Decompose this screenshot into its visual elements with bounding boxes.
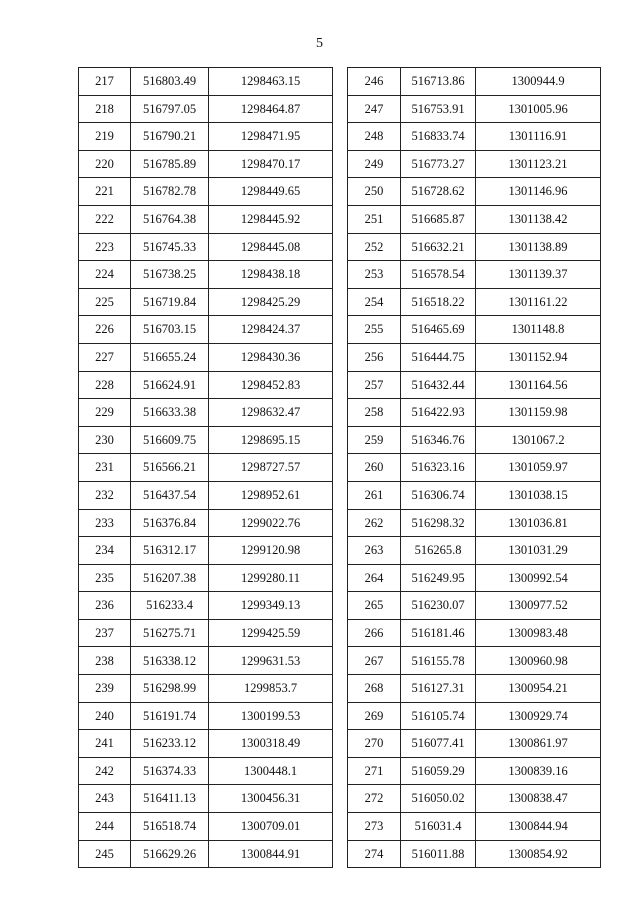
table-row [348, 316, 601, 344]
point-number-cell: 256 [348, 343, 401, 371]
table-row [79, 481, 333, 509]
y-coordinate-cell: 1301159.98 [476, 399, 601, 427]
table-row [348, 702, 601, 730]
x-coordinate-cell: 516127.31 [401, 675, 476, 703]
x-coordinate-cell: 516753.91 [401, 95, 476, 123]
y-coordinate-cell: 1301005.96 [476, 95, 601, 123]
y-coordinate-cell: 1301038.15 [476, 481, 601, 509]
y-coordinate-cell: 1299631.53 [209, 647, 333, 675]
table-row [348, 619, 601, 647]
coordinate-table-left [78, 67, 333, 868]
y-coordinate-cell: 1301139.37 [476, 261, 601, 289]
x-coordinate-cell: 516633.38 [131, 399, 209, 427]
table-row [348, 537, 601, 565]
x-coordinate-cell: 516306.74 [401, 481, 476, 509]
table-row [79, 840, 333, 868]
point-number-cell: 257 [348, 371, 401, 399]
x-coordinate-cell: 516077.41 [401, 730, 476, 758]
y-coordinate-cell: 1301146.96 [476, 178, 601, 206]
y-coordinate-cell: 1298449.65 [209, 178, 333, 206]
x-coordinate-cell: 516764.38 [131, 205, 209, 233]
y-coordinate-cell: 1300456.31 [209, 785, 333, 813]
x-coordinate-cell: 516105.74 [401, 702, 476, 730]
point-number-cell: 273 [348, 813, 401, 841]
y-coordinate-cell: 1300838.47 [476, 785, 601, 813]
table-row [79, 178, 333, 206]
point-number-cell: 249 [348, 150, 401, 178]
y-coordinate-cell: 1298424.37 [209, 316, 333, 344]
point-number-cell: 254 [348, 288, 401, 316]
point-number-cell: 269 [348, 702, 401, 730]
point-number-cell: 235 [79, 564, 131, 592]
page-number: 5 [316, 36, 323, 51]
x-coordinate-cell: 516230.07 [401, 592, 476, 620]
y-coordinate-cell: 1298445.92 [209, 205, 333, 233]
point-number-cell: 237 [79, 619, 131, 647]
point-number-cell: 253 [348, 261, 401, 289]
table-row [348, 840, 601, 868]
y-coordinate-cell: 1300960.98 [476, 647, 601, 675]
y-coordinate-cell: 1298463.15 [209, 68, 333, 96]
x-coordinate-cell: 516011.88 [401, 840, 476, 868]
y-coordinate-cell: 1300954.21 [476, 675, 601, 703]
table-row [79, 316, 333, 344]
y-coordinate-cell: 1299425.59 [209, 619, 333, 647]
table-row [348, 95, 601, 123]
x-coordinate-cell: 516566.21 [131, 454, 209, 482]
table-row [79, 675, 333, 703]
table-row [79, 343, 333, 371]
x-coordinate-cell: 516346.76 [401, 426, 476, 454]
point-number-cell: 244 [79, 813, 131, 841]
y-coordinate-cell: 1298632.47 [209, 399, 333, 427]
x-coordinate-cell: 516338.12 [131, 647, 209, 675]
y-coordinate-cell: 1299280.11 [209, 564, 333, 592]
y-coordinate-cell: 1300992.54 [476, 564, 601, 592]
point-number-cell: 250 [348, 178, 401, 206]
y-coordinate-cell: 1298470.17 [209, 150, 333, 178]
table-row [79, 564, 333, 592]
y-coordinate-cell: 1300854.92 [476, 840, 601, 868]
x-coordinate-cell: 516738.25 [131, 261, 209, 289]
x-coordinate-cell: 516050.02 [401, 785, 476, 813]
point-number-cell: 220 [79, 150, 131, 178]
x-coordinate-cell: 516376.84 [131, 509, 209, 537]
x-coordinate-cell: 516785.89 [131, 150, 209, 178]
y-coordinate-cell: 1300448.1 [209, 757, 333, 785]
point-number-cell: 258 [348, 399, 401, 427]
y-coordinate-cell: 1301116.91 [476, 123, 601, 151]
y-coordinate-cell: 1298425.29 [209, 288, 333, 316]
y-coordinate-cell: 1298464.87 [209, 95, 333, 123]
point-number-cell: 226 [79, 316, 131, 344]
point-number-cell: 267 [348, 647, 401, 675]
x-coordinate-cell: 516249.95 [401, 564, 476, 592]
x-coordinate-cell: 516374.33 [131, 757, 209, 785]
point-number-cell: 266 [348, 619, 401, 647]
table-row [79, 813, 333, 841]
x-coordinate-cell: 516422.93 [401, 399, 476, 427]
table-row [79, 399, 333, 427]
point-number-cell: 232 [79, 481, 131, 509]
point-number-cell: 225 [79, 288, 131, 316]
x-coordinate-cell: 516411.13 [131, 785, 209, 813]
y-coordinate-cell: 1300839.16 [476, 757, 601, 785]
x-coordinate-cell: 516624.91 [131, 371, 209, 399]
x-coordinate-cell: 516609.75 [131, 426, 209, 454]
point-number-cell: 228 [79, 371, 131, 399]
point-number-cell: 247 [348, 95, 401, 123]
x-coordinate-cell: 516797.05 [131, 95, 209, 123]
point-number-cell: 219 [79, 123, 131, 151]
table-row [79, 592, 333, 620]
point-number-cell: 223 [79, 233, 131, 261]
y-coordinate-cell: 1299120.98 [209, 537, 333, 565]
x-coordinate-cell: 516685.87 [401, 205, 476, 233]
table-row [79, 288, 333, 316]
x-coordinate-cell: 516833.74 [401, 123, 476, 151]
x-coordinate-cell: 516323.16 [401, 454, 476, 482]
x-coordinate-cell: 516518.22 [401, 288, 476, 316]
y-coordinate-cell: 1300944.9 [476, 68, 601, 96]
x-coordinate-cell: 516298.99 [131, 675, 209, 703]
table-row [79, 647, 333, 675]
y-coordinate-cell: 1300844.94 [476, 813, 601, 841]
x-coordinate-cell: 516713.86 [401, 68, 476, 96]
table-row [79, 509, 333, 537]
table-row [348, 150, 601, 178]
point-number-cell: 239 [79, 675, 131, 703]
x-coordinate-cell: 516632.21 [401, 233, 476, 261]
x-coordinate-cell: 516773.27 [401, 150, 476, 178]
point-number-cell: 268 [348, 675, 401, 703]
table-row [348, 481, 601, 509]
point-number-cell: 272 [348, 785, 401, 813]
y-coordinate-cell: 1301036.81 [476, 509, 601, 537]
point-number-cell: 227 [79, 343, 131, 371]
table-row [348, 68, 601, 96]
y-coordinate-cell: 1298438.18 [209, 261, 333, 289]
y-coordinate-cell: 1301152.94 [476, 343, 601, 371]
x-coordinate-cell: 516432.44 [401, 371, 476, 399]
table-row [79, 454, 333, 482]
y-coordinate-cell: 1298452.83 [209, 371, 333, 399]
table-row [348, 785, 601, 813]
point-number-cell: 274 [348, 840, 401, 868]
point-number-cell: 260 [348, 454, 401, 482]
table-row [348, 592, 601, 620]
y-coordinate-cell: 1301123.21 [476, 150, 601, 178]
table-row [79, 68, 333, 96]
table-row [79, 150, 333, 178]
table-row [79, 537, 333, 565]
y-coordinate-cell: 1299853.7 [209, 675, 333, 703]
point-number-cell: 255 [348, 316, 401, 344]
y-coordinate-cell: 1299022.76 [209, 509, 333, 537]
point-number-cell: 242 [79, 757, 131, 785]
point-number-cell: 270 [348, 730, 401, 758]
table-row [348, 123, 601, 151]
point-number-cell: 265 [348, 592, 401, 620]
table-body [79, 68, 333, 868]
x-coordinate-cell: 516803.49 [131, 68, 209, 96]
y-coordinate-cell: 1301148.8 [476, 316, 601, 344]
point-number-cell: 262 [348, 509, 401, 537]
x-coordinate-cell: 516031.4 [401, 813, 476, 841]
x-coordinate-cell: 516059.29 [401, 757, 476, 785]
point-number-cell: 271 [348, 757, 401, 785]
point-number-cell: 218 [79, 95, 131, 123]
point-number-cell: 261 [348, 481, 401, 509]
table-row [348, 205, 601, 233]
table-row [348, 178, 601, 206]
table-row [348, 647, 601, 675]
table-row [348, 288, 601, 316]
y-coordinate-cell: 1301161.22 [476, 288, 601, 316]
point-number-cell: 221 [79, 178, 131, 206]
point-number-cell: 236 [79, 592, 131, 620]
x-coordinate-cell: 516233.12 [131, 730, 209, 758]
y-coordinate-cell: 1299349.13 [209, 592, 333, 620]
x-coordinate-cell: 516518.74 [131, 813, 209, 841]
x-coordinate-cell: 516629.26 [131, 840, 209, 868]
table-row [79, 702, 333, 730]
x-coordinate-cell: 516728.62 [401, 178, 476, 206]
table-row [348, 813, 601, 841]
table-row [79, 426, 333, 454]
point-number-cell: 248 [348, 123, 401, 151]
x-coordinate-cell: 516790.21 [131, 123, 209, 151]
y-coordinate-cell: 1300844.91 [209, 840, 333, 868]
point-number-cell: 233 [79, 509, 131, 537]
table-row [79, 785, 333, 813]
y-coordinate-cell: 1300318.49 [209, 730, 333, 758]
x-coordinate-cell: 516655.24 [131, 343, 209, 371]
table-row [348, 757, 601, 785]
x-coordinate-cell: 516745.33 [131, 233, 209, 261]
point-number-cell: 245 [79, 840, 131, 868]
point-number-cell: 259 [348, 426, 401, 454]
point-number-cell: 224 [79, 261, 131, 289]
table-row [348, 343, 601, 371]
y-coordinate-cell: 1300983.48 [476, 619, 601, 647]
point-number-cell: 241 [79, 730, 131, 758]
table-row [79, 261, 333, 289]
point-number-cell: 263 [348, 537, 401, 565]
table-row [348, 371, 601, 399]
y-coordinate-cell: 1301164.56 [476, 371, 601, 399]
coordinate-table-right [347, 67, 601, 868]
x-coordinate-cell: 516233.4 [131, 592, 209, 620]
y-coordinate-cell: 1298727.57 [209, 454, 333, 482]
table-row [348, 730, 601, 758]
x-coordinate-cell: 516207.38 [131, 564, 209, 592]
table-row [79, 619, 333, 647]
table-row [79, 205, 333, 233]
point-number-cell: 217 [79, 68, 131, 96]
x-coordinate-cell: 516444.75 [401, 343, 476, 371]
y-coordinate-cell: 1300709.01 [209, 813, 333, 841]
table-row [348, 233, 601, 261]
y-coordinate-cell: 1298430.36 [209, 343, 333, 371]
table-row [79, 757, 333, 785]
y-coordinate-cell: 1301138.89 [476, 233, 601, 261]
x-coordinate-cell: 516578.54 [401, 261, 476, 289]
table-row [79, 123, 333, 151]
table-body [348, 68, 601, 868]
point-number-cell: 252 [348, 233, 401, 261]
point-number-cell: 238 [79, 647, 131, 675]
x-coordinate-cell: 516275.71 [131, 619, 209, 647]
y-coordinate-cell: 1301059.97 [476, 454, 601, 482]
y-coordinate-cell: 1301067.2 [476, 426, 601, 454]
y-coordinate-cell: 1300861.97 [476, 730, 601, 758]
point-number-cell: 246 [348, 68, 401, 96]
table-row [348, 564, 601, 592]
table-row [79, 371, 333, 399]
x-coordinate-cell: 516437.54 [131, 481, 209, 509]
y-coordinate-cell: 1300977.52 [476, 592, 601, 620]
table-row [348, 399, 601, 427]
y-coordinate-cell: 1300929.74 [476, 702, 601, 730]
y-coordinate-cell: 1298471.95 [209, 123, 333, 151]
point-number-cell: 234 [79, 537, 131, 565]
point-number-cell: 264 [348, 564, 401, 592]
point-number-cell: 251 [348, 205, 401, 233]
point-number-cell: 230 [79, 426, 131, 454]
point-number-cell: 222 [79, 205, 131, 233]
table-row [79, 233, 333, 261]
point-number-cell: 243 [79, 785, 131, 813]
table-row [348, 426, 601, 454]
x-coordinate-cell: 516782.78 [131, 178, 209, 206]
x-coordinate-cell: 516312.17 [131, 537, 209, 565]
y-coordinate-cell: 1301031.29 [476, 537, 601, 565]
table-row [348, 675, 601, 703]
x-coordinate-cell: 516191.74 [131, 702, 209, 730]
point-number-cell: 231 [79, 454, 131, 482]
x-coordinate-cell: 516703.15 [131, 316, 209, 344]
x-coordinate-cell: 516181.46 [401, 619, 476, 647]
x-coordinate-cell: 516298.32 [401, 509, 476, 537]
x-coordinate-cell: 516265.8 [401, 537, 476, 565]
y-coordinate-cell: 1298695.15 [209, 426, 333, 454]
point-number-cell: 229 [79, 399, 131, 427]
x-coordinate-cell: 516465.69 [401, 316, 476, 344]
table-row [79, 730, 333, 758]
y-coordinate-cell: 1300199.53 [209, 702, 333, 730]
point-number-cell: 240 [79, 702, 131, 730]
y-coordinate-cell: 1298445.08 [209, 233, 333, 261]
y-coordinate-cell: 1298952.61 [209, 481, 333, 509]
table-row [348, 509, 601, 537]
x-coordinate-cell: 516155.78 [401, 647, 476, 675]
table-row [348, 261, 601, 289]
table-row [348, 454, 601, 482]
table-row [79, 95, 333, 123]
y-coordinate-cell: 1301138.42 [476, 205, 601, 233]
x-coordinate-cell: 516719.84 [131, 288, 209, 316]
